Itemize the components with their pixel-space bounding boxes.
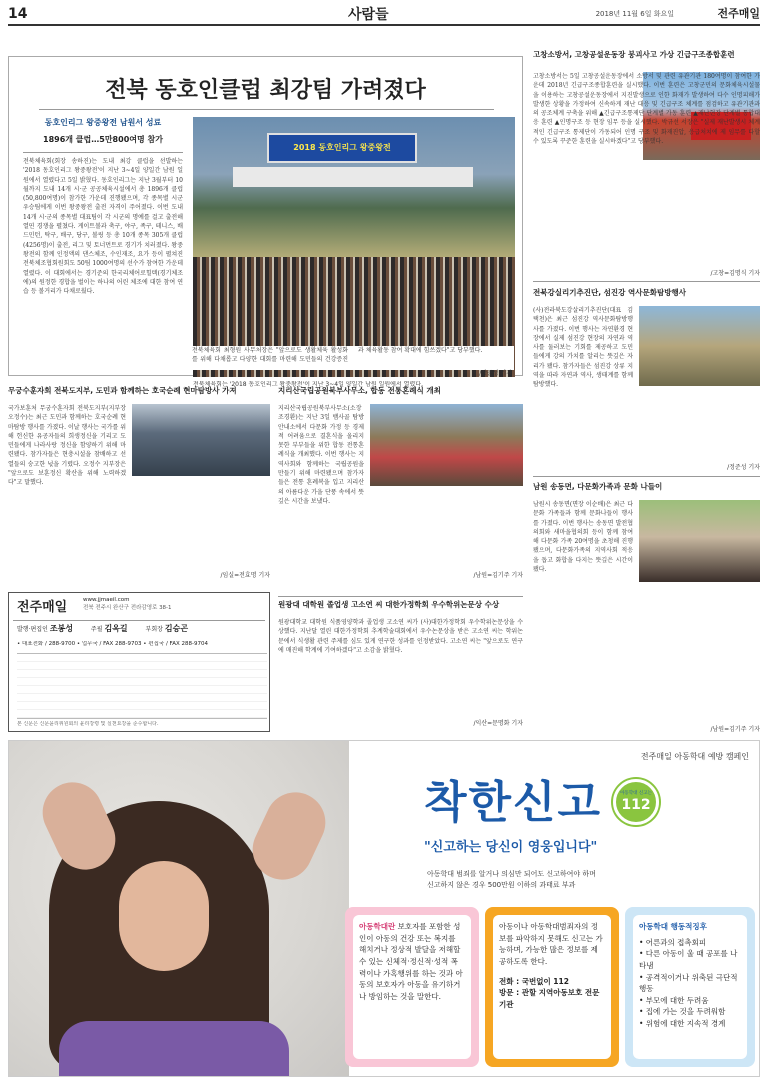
left-mid-body: 국가보훈처 무궁수훈자회 전북도지부(지부장 오정수)는 최근 도민과 함께하는 호국순례 현마탐방 행사를 가졌다. 이날 행사는 국가를 위해 헌신한 유공자들의 희생정신을 기리고 도민들에게 나라사랑 정신을 함양하기 위해 마련됐다. 참가자들은 현충시설을 참배하고 선열들의 숭고한 넋을 기렸다. 오정수 지부장은 "앞으로도 보훈정신 확산을 위해 노력하겠다"고 말했다.: [8, 405, 126, 487]
mid-article-b: [278, 600, 523, 732]
section-title: 사람들: [348, 7, 389, 23]
lead-article: [8, 56, 523, 388]
masthead-url: www.jjmaeil.com: [83, 597, 130, 603]
publisher-label: 발행·편집인: [17, 626, 48, 633]
list-item: • 어른과의 접촉회피: [639, 937, 707, 947]
vp-name: 김승곤: [164, 624, 189, 633]
list-item: • 공격적이거나 위축된 극단적 행동: [639, 972, 738, 994]
lead-body-col1: 전북체육회(회장 송하진)는 도내 최강 클럽을 선발하는 '2018 동호인리그 왕중왕전'이 지난 3~4일 양일간 남원 일원에서 열렸다고 5일 밝혔다. 동호인리그는 지난 3월부터 10월까지 도내 14개 시·군 공공체육시설에서 총 1896개 클럽(50,800여명)이 참가한 가운데 진행됐으며, 각 종목별 시군 우승팀에게 이번 왕중왕전 출전 자격이 주어졌다. 이번 도내 14개 시·군의 종목별 대표팀이 각 시군의 명예를 걸고 출전해 열띤 경쟁을 펼쳤다. 게이트볼과 축구, 야구, 족구, 테니스, 배드민턴, 탁구, 배구, 당구, 볼링 등 총 10개 종목 305개 클럽(4256명)이 출전, 리그 및 토너먼트로 경기가 치러졌다. 왕중왕전의 함께 인정액의 댄스체조, 수인재조, 요가 등이 펼쳐진 전북체조협회원회도 50팀 1000여명의 선수가 참여한 가운데 열렸다. 이 대회에서는 경기준의 한국리체어로힐텍(경기체조에)의 원정한 경합을 벌이는 하나의 어린 체조에 대한 참여 연습 등 볼거리가 다채로웠다.: [23, 158, 183, 296]
banner-sign: [267, 133, 417, 163]
headline-divider: [39, 109, 494, 110]
stage-tent: [233, 167, 473, 187]
card1-text: 보호자를 포함한 성인이 아동의 건강 또는 복지를 해치거나 정상적 발달을 저해할 수 있는 신체적·정신적·성적 폭력이나 가혹행위를 하는 것과 아동의 보호자가 아동을 유기하거나 방임하는 것을 말한다.: [359, 922, 463, 1001]
masthead-address: 전북 전주시 완산구 전라감영로 38-1: [83, 605, 172, 611]
divider: [533, 476, 760, 477]
lead-subhead-1: 동호인리그 왕중왕전 남원서 성료: [44, 118, 162, 127]
masthead-box: [8, 592, 270, 732]
masthead-title: 전주매일: [17, 600, 68, 615]
left-mid-credit: /임실=전효명 기자: [220, 572, 270, 579]
card2-text: 아동이나 아동학대범죄자의 정보를 파악하지 못해도 신고는 가능하며, 가능한 많은 정보를 제공하도록 한다.: [499, 922, 603, 966]
masthead-footer: 본 신문은 신문윤리위원회의 윤리강령 및 실천요강을 준수합니다.: [17, 721, 159, 727]
page-number: 14: [8, 6, 28, 22]
right-story-3-credit: /남원=김기주 기자: [710, 726, 760, 733]
right-story-2-body: (사)전라북도강살리기추진단(대표 김택천)은 최근 섬진강 역사문화탐방행사를 가졌다. 이번 행사는 자연환경 현장에서 실제 섬진강 현장의 자연과 역사를 둘러보는 기회를 제공하고 도민들에게 강의 가치를 알리는 뜻깊은 자리가 됐다. 참가자들은 섬진강 상류 지역을 따라 자연과 역사, 생태계를 함께 탐방했다.: [533, 307, 633, 389]
left-mid-headline: 무궁수훈자회 전북도지부, 도민과 함께하는 호국순례 현마탐방사 가져: [8, 386, 237, 395]
paper-name: 전주매일: [717, 7, 760, 20]
card2-visit: 방문 : 관할 지역아동보호 전문기관: [499, 988, 600, 1009]
page-header: [8, 4, 760, 26]
ad-112-badge: [613, 779, 659, 825]
chief-name: 김옥길: [104, 624, 128, 633]
right-story-1-credit: /고창=김명식 기자: [710, 270, 760, 277]
right-story-2-headline: 전북강실리기추진단, 섬진강 역사문화탐방행사: [533, 288, 686, 297]
girl-face: [119, 861, 209, 971]
right-story-3-body: 남원시 송동면(면장 이순배)은 최근 다문화 가족들과 함께 문화나들이 행사를 가졌다. 이번 행사는 송동면 발전협의회와 새마을협의회 등이 함께 참여해 다문화 가족 20여명을 초청해 진행됐으며, 다문화가족의 지역사회 적응을 돕고 화합을 다지는 뜻깊은 시간이 됐다.: [533, 501, 633, 574]
ad-card-definition: [345, 907, 479, 1067]
publisher-name: 조봉성: [49, 624, 73, 633]
ad-title: 착한신고: [424, 777, 603, 828]
right-story-3-photo: [639, 500, 760, 582]
list-item: • 위험에 대한 지속적 경계: [639, 1019, 726, 1028]
vp-label: 부회장: [145, 626, 163, 633]
ad-campaign: 전주매일 아동학대 예방 캠페인: [640, 752, 749, 761]
right-story-2-credit: /정준성 기자: [727, 464, 760, 471]
chief-label: 주필: [90, 626, 103, 633]
card2-phone: 전화 : 국번없이 112: [499, 976, 569, 986]
ad-card-signs: [625, 907, 755, 1067]
divider: [278, 596, 523, 597]
lead-photo-caption: 전북체육회는 '2018 동호인리그 왕중왕전'이 지난 3~4일 양일간 남원 일원에서 열렸다.: [193, 381, 423, 388]
masthead-phones: • 대표전화 / 288-9700 • 업무국 / FAX 288-9703 • 편집국 / FAX 288-9704: [17, 641, 208, 647]
lead-headline: 전북 동호인클럽 최강팀 가려졌다: [105, 77, 426, 103]
mid-b-headline: 원광대 대학원 졸업생 고소연 씨 대한가정학회 우수학위논문상 수상: [278, 600, 500, 609]
card3-list: [639, 937, 741, 1030]
right-story-1-headline: 고창소방서, 고창공설운동장 붕괴사고 가상 긴급구조종합훈련: [533, 50, 735, 59]
list-item: • 집에 가는 것을 두려워함: [639, 1007, 726, 1017]
mid-b-credit: /익산=문명화 기자: [473, 720, 523, 727]
right-story-1-body: 고창소방서는 5일 고창공설운동장에서 소방서 및 관련 유관기관 180여명이 참여한 가운데 2018년 긴급구조종합훈련을 실시했다. 이번 훈련은 고창군민의 문화체육시설물을 이용하는 고창공설운동장에서 지진발생으로 인한 화재가 발생하여 다수 인명피해가 발생한 상황을 가정하여 신속하게 재난 대응 및 긴급구조 체계를 점검하고 유관기관과의 공조체계 구축을 위해 ▲긴급구조통제단 단계별 가동 훈련 ▲재난현장 단계별 통합대응 훈련 ▲인명구조 등 현장 임무 등을 실시했다. 박규선 서장은 "실제 재난발생시 체계적인 긴급구조 통제단이 가동되어 인명 구조 및 화재진압, 응급처치에 제 임무를 다할 수 있도록 꾸준한 훈련을 실시하겠다"고 당부했다.: [533, 73, 760, 146]
girl-shirt: [59, 1021, 289, 1077]
divider: [13, 620, 265, 621]
mid-a-body: 지리산국립공원북부사무소(소장 조경환)는 지난 3일 뱀사골 탐방안내소에서 다문화 가정 등 경제적 어려움으로 결혼식을 올리지 못한 부부들을 위한 합동 전통혼례식을 개최했다. 이번 행사는 지역사회와 함께하는 국립공원을 만들기 위해 마련됐으며 참가자들은 전통 혼례복을 입고 지리산의 아름다운 가을 단풍 속에서 뜻깊은 시간을 보냈다.: [278, 405, 364, 505]
list-item: • 부모에 대한 두려움: [639, 995, 709, 1005]
mid-a-photo: [370, 404, 523, 486]
subhead-divider: [23, 152, 183, 153]
lead-photo: [193, 117, 515, 377]
mid-article-a: [278, 386, 523, 586]
left-mid-article: [8, 386, 270, 586]
banner-text: 2018 동호인리그 왕중왕전: [293, 143, 391, 152]
ad-slogan: "신고하는 당신이 영웅입니다": [424, 840, 598, 855]
list-item: • 다른 아동이 울 때 공포를 나타냄: [639, 949, 738, 970]
badge-number: 112: [621, 796, 651, 813]
divider: [533, 281, 760, 282]
left-mid-photo: [132, 404, 270, 476]
bureau-table: [17, 653, 267, 719]
badge-caption: 아동학대 신고는: [620, 791, 652, 796]
right-story-3-headline: 남원 송동면, 다문화가족과 문화 나들이: [533, 482, 663, 491]
mid-a-credit: /남원=김기주 기자: [473, 572, 523, 579]
ad-card-report: [485, 907, 619, 1067]
child-abuse-ad: [8, 740, 760, 1077]
mid-b-body: 원광대학교 대학원 식품영양학과 졸업생 고소연 씨가 (사)대한가정학회 우수학위논문상을 수상했다. 지난달 열린 대한가정학회 추계학술대회에서 우수논문상을 받은 고소연 씨는 학위논문에서 식생활 관련 주제를 심도 있게 연구한 성과를 인정받았다. 고소연 씨는 "앞으로도 연구에 매진해 학계에 기여하겠다"고 소감을 밝혔다.: [278, 619, 523, 654]
card1-title: 아동학대란: [359, 922, 396, 931]
right-column: [533, 50, 760, 735]
lead-subhead-2: 1896개 클럽…5만800여명 참가: [43, 135, 163, 144]
ad-desc-2: 신고하지 않은 경우 500만원 이하의 과태료 부과: [427, 881, 576, 889]
ad-photo: [9, 741, 349, 1077]
masthead-staff: [17, 623, 267, 635]
right-story-2-photo: [639, 306, 760, 386]
mid-a-headline: 지리산국립공원북부사무소, 합동 전통혼례식 개최: [278, 386, 441, 395]
lead-body-col2: 전북체육회 최형원 사무처장은 "앞으로도 생활체육 활성화를 위해 다채롭고 다양한 대회를 마련해 도민들의 건강증진과 체육활동 참여 확대에 힘쓰겠다"고 당부했다.: [192, 346, 514, 370]
issue-date: 2018년 11월 6일 화요일: [595, 10, 674, 18]
ad-desc-1: 아동학대 범죄를 알거나 의심만 되어도 신고하여야 하며: [427, 870, 596, 878]
lead-credit: /장준성 기자: [479, 370, 512, 377]
card3-title: 아동학대 행동적징후: [639, 922, 707, 931]
